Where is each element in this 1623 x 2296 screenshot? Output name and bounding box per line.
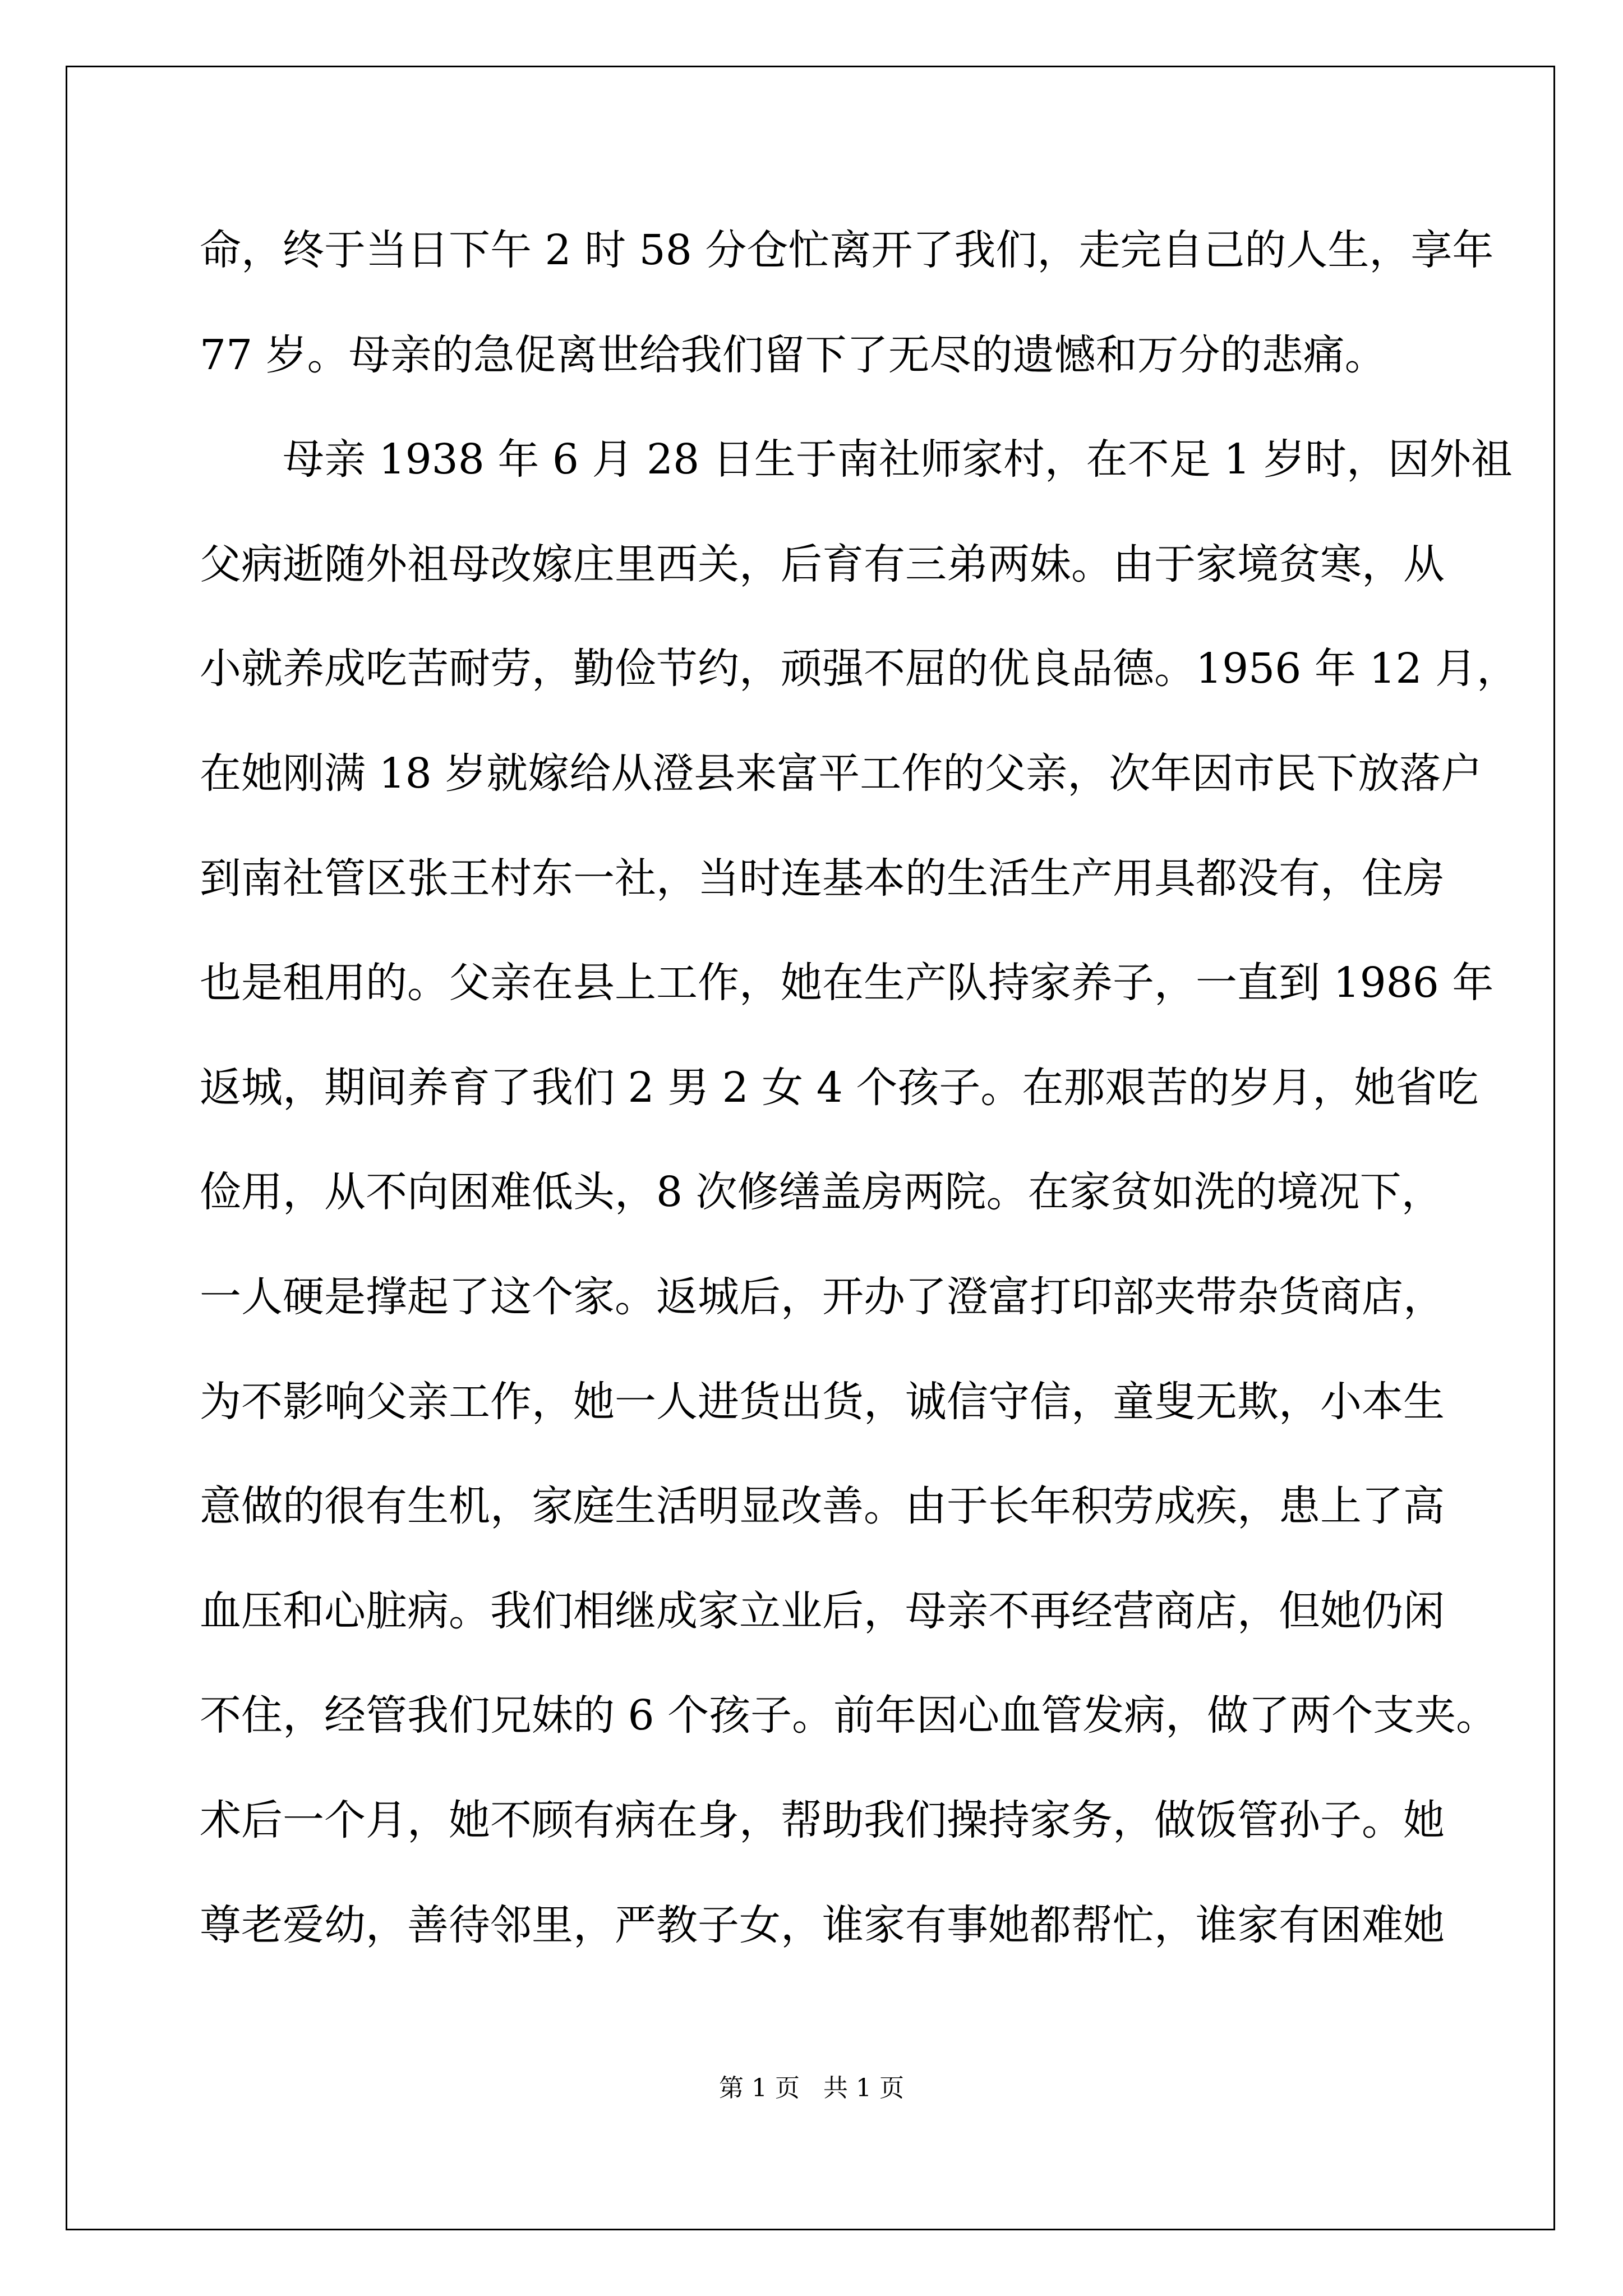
text-line: 77 岁。母亲的急促离世给我们留下了无尽的遗憾和万分的悲痛。 [200,331,1386,379]
text-line: 命，终于当日下午 2 时 58 分仓忙离开了我们，走完自己的人生，享年 [200,226,1494,274]
text-line: 也是租用的。父亲在县上工作，她在生产队持家养子，一直到 1986 年 [200,959,1494,1007]
text-line: 意做的很有生机，家庭生活明显改善。由于长年积劳成疾，患上了高 [200,1482,1445,1530]
text-line: 不住，经管我们兄妹的 6 个孩子。前年因心血管发病，做了两个支夹。 [200,1691,1498,1740]
text-line: 为不影响父亲工作，她一人进货出货，诚信守信，童叟无欺，小本生 [200,1378,1445,1426]
text-line: 尊老爱幼，善待邻里，严教子女，谁家有事她都帮忙，谁家有困难她 [200,1901,1445,1949]
text-line: 俭用，从不向困难低头，8 次修缮盖房两院。在家贫如洗的境况下， [200,1168,1443,1216]
text-line: 母亲 1938 年 6 月 28 日生于南社师家村，在不足 1 岁时，因外祖 [283,435,1513,484]
page-footer: 第 1 页 共 1 页 [719,2074,904,2102]
text-line: 小就养成吃苦耐劳，勤俭节约，顽强不屈的优良品德。1956 年 12 月， [200,645,1519,693]
text-line: 在她刚满 18 岁就嫁给从澄县来富平工作的父亲，次年因市民下放落户 [200,749,1483,798]
text-line: 术后一个月，她不顾有病在身，帮助我们操持家务，做饭管孙子。她 [200,1796,1445,1844]
text-line: 返城，期间养育了我们 2 男 2 女 4 个孩子。在那艰苦的岁月，她省吃 [200,1064,1479,1112]
text-line: 血压和心脏病。我们相继成家立业后，母亲不再经营商店，但她仍闲 [200,1587,1445,1635]
text-line: 一人硬是撑起了这个家。返城后，开办了澄富打印部夹带杂货商店， [200,1273,1445,1321]
text-line: 到南社管区张王村东一社，当时连基本的生活生产用具都没有，住房 [200,854,1445,903]
text-line: 父病逝随外祖母改嫁庄里西关，后育有三弟两妹。由于家境贫寒，从 [200,540,1445,588]
